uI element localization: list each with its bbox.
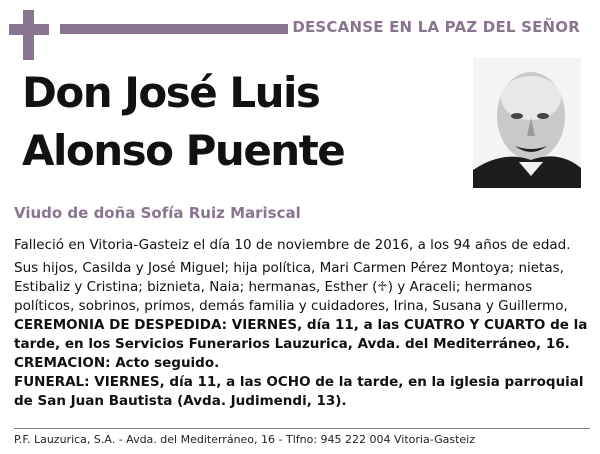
announcement-body <box>14 236 590 411</box>
name-line-1: Don José Luis <box>22 68 320 117</box>
family-list: Sus hijos, Casilda y José Miguel; hija política, Mari Carmen Pérez Montoya; nietas, Estibaliz y Cristina; biznieta, Naia; hermanas, Esther (♱) y Araceli; hermanos políticos, sobrinos, primos, demás familia y cuidadores, Irina, Susana y Guillermo, <box>14 260 568 314</box>
header-rule <box>60 24 288 34</box>
portrait-photo <box>473 58 581 188</box>
funeral-home-footer: P.F. Lauzurica, S.A. - Avda. del Mediterráneo, 16 - Tlfno: 945 222 004 Vitoria-Gasteiz <box>14 433 475 446</box>
ceremony-info: CEREMONIA DE DESPEDIDA: VIERNES, día 11, a las CUATRO Y CUARTO de la tarde, en los Servicios Funerarios Lauzurica, Avda. del Mediterráneo, 16. <box>14 317 588 352</box>
header-title: DESCANSE EN LA PAZ DEL SEÑOR <box>292 18 580 36</box>
cross-icon <box>9 10 49 60</box>
cremation-info: CREMACION: Acto seguido. <box>14 355 220 371</box>
deceased-name <box>22 64 462 180</box>
widower-subtitle: Viudo de doña Sofía Ruiz Mariscal <box>14 204 301 222</box>
funeral-info: FUNERAL: VIERNES, día 11, a las OCHO de la tarde, en la iglesia parroquial de San Juan Bautista (Avda. Judimendi, 13). <box>14 374 584 409</box>
footer-divider <box>14 428 590 429</box>
death-statement: Falleció en Vitoria-Gasteiz el día 10 de noviembre de 2016, a los 94 años de edad. <box>14 237 571 253</box>
name-line-2: Alonso Puente <box>22 126 345 175</box>
